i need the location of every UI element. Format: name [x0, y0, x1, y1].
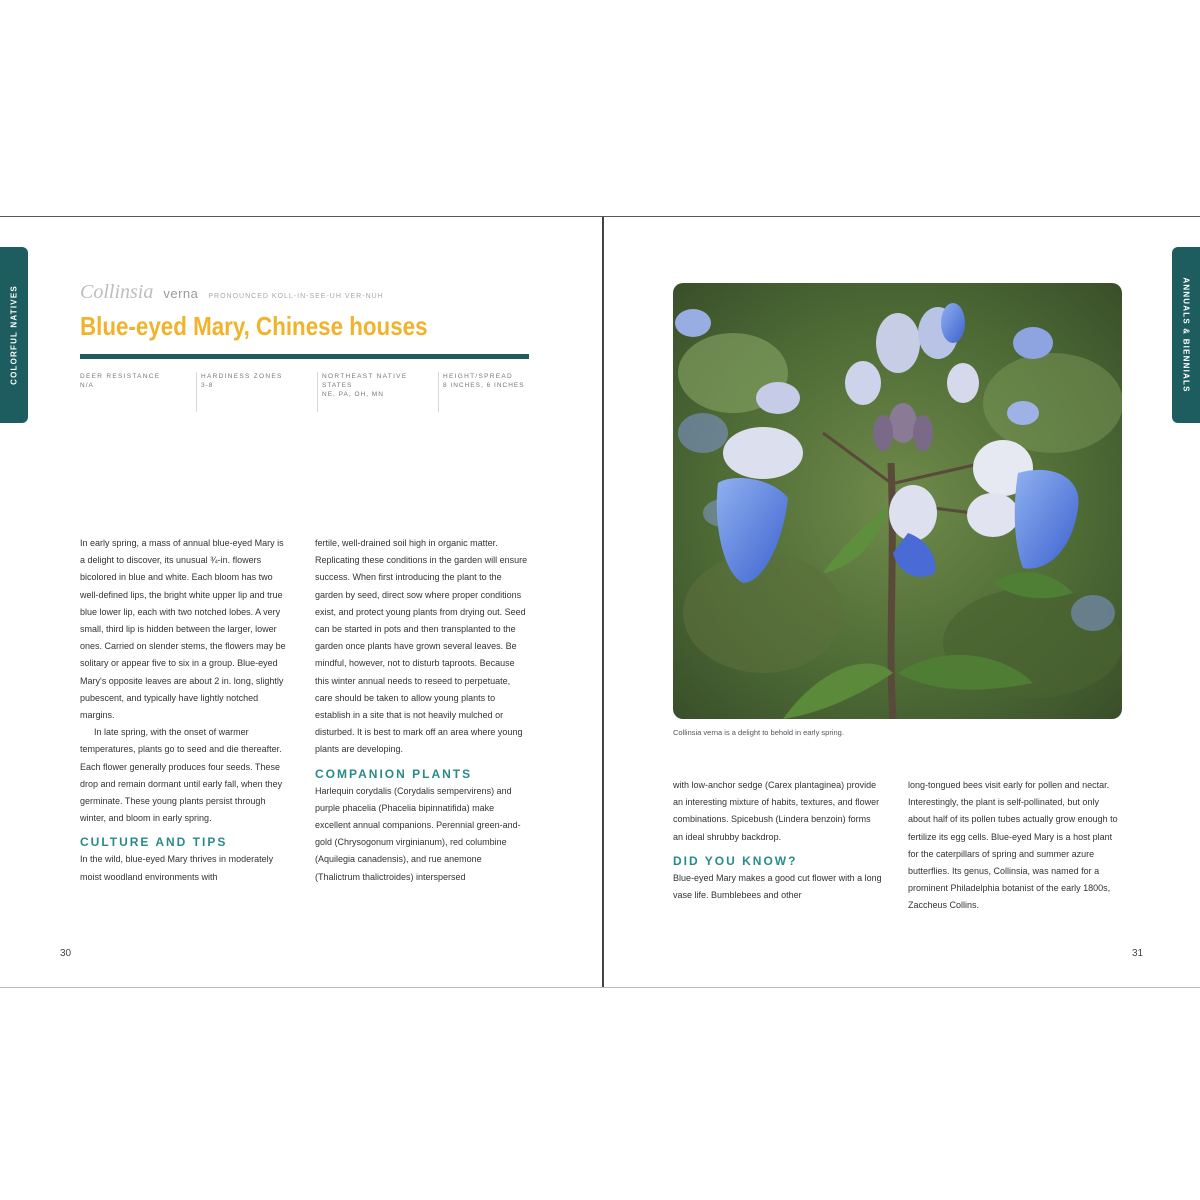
flower-photo [673, 283, 1122, 719]
genus-name: Collinsia [80, 281, 154, 303]
culture-heading: CULTURE AND TIPS [80, 835, 228, 850]
companion-heading: COMPANION PLANTS [315, 766, 473, 781]
body-paragraph: In late spring, with the onset of warmer temperatures, plants go to seed and die thereafter. Each flower generally produces four seeds. These drop and remain dormant until early fall, when they germinate. These young plants persist through winter, and bloom in early spring. [80, 727, 283, 824]
body-paragraph: with low-anchor sedge (Carex plantaginea) provide an interesting mixture of habits, textures, and flower combinations. Spicebush (Lindera benzoin) forms an ideal shrubby backdrop. [673, 780, 880, 842]
fact-value-2: NE, PA, OH, MN [322, 391, 384, 398]
section-tab-left-label: COLORFUL NATIVES [9, 285, 19, 385]
text-column-3 [673, 777, 883, 904]
text-column-1 [80, 535, 290, 886]
fact-value: N/A [80, 382, 94, 389]
photo-caption: Collinsia verna is a delight to behold in early spring. [673, 728, 844, 737]
title-rule [80, 354, 529, 359]
body-paragraph: In early spring, a mass of annual blue-eyed Mary is a delight to discover, its unusual ¾-in. flowers bicolored in blue and white. Each bloom has two well-defined lips, the bright white upper lip and true blue lower lip, each with two notched lobes. A very small, third lip is hidden between the larger, lower ones. Carried on slender stems, the flowers may be solitary or appear five to six in a group. Blue-eyed Mary's opposite leaves are about 2 in. long, slightly pubescent, and typically have lightly notched margins. [80, 538, 286, 721]
page-number-left: 30 [60, 948, 72, 959]
common-name-title: Blue-eyed Mary, Chinese houses [80, 311, 428, 341]
book-spread [0, 216, 1200, 988]
fact-value: 8 INCHES, 6 INCHES [443, 382, 525, 389]
species-name: verna [163, 286, 199, 301]
fact-label: HARDINESS ZONES [201, 373, 283, 380]
body-paragraph: In the wild, blue-eyed Mary thrives in moderately moist woodland environments with [80, 854, 274, 882]
pronunciation: PRONOUNCED KOLL-IN-SEE-UH VER-NUH [208, 293, 384, 300]
gutter [602, 217, 604, 987]
body-paragraph: long-tongued bees visit early for pollen and nectar. Interestingly, the plant is self-pollinated, but only about half of its pollen tubes actually grow enough to fertilize its egg cells. Blue-eyed Mary is a host plant for the caterpillars of spring and summer azure butterflies. Its genus, Collinsia, was named for a prominent Philadelphia botanist of the early 1800s, Zaccheus Collins. [908, 780, 1118, 911]
plant-facts [80, 372, 563, 412]
body-paragraph: Blue-eyed Mary makes a good cut flower with a long vase life. Bumblebees and other [673, 872, 882, 901]
botanical-name [80, 281, 384, 304]
fact-native-states [322, 372, 439, 412]
body-paragraph: fertile, well-drained soil high in organic matter. Replicating these conditions in the garden will ensure success. When first introducing the plant to the garden by seed, direct sow where proper conditions exist, and protect young plants from drying out. Seed can be started in pots and then transplanted to the garden once plants have grown several leaves. Be mindful, however, not to disturb taproots. Because this winter annual needs to reseed to perpetuate, care should be taken to allow young plants to establish in a site that is not heavily mulched or disturbed. It is best to mark off an area where young plants are developing. [315, 538, 528, 755]
body-paragraph: Harlequin corydalis (Corydalis sempervirens) and purple phacelia (Phacelia bipinnatifida) make excellent annual companions. Perennial green-and-gold (Chrysogonum virginianum), red columbine (Aquilegia canadensis), and rue anemone (Thalictrum thalictroides) interspersed [315, 785, 521, 882]
fact-label: HEIGHT/SPREAD [443, 373, 513, 380]
fact-height-spread [443, 372, 559, 412]
page-number-right: 31 [1132, 948, 1144, 959]
fact-label: NORTHEAST NATIVE [322, 373, 408, 380]
section-tab-right [1172, 247, 1200, 423]
text-column-4 [908, 777, 1122, 915]
section-tab-left [0, 247, 28, 423]
fact-value: STATES [322, 382, 353, 389]
fact-deer-resistance [80, 372, 197, 412]
fact-value: 3-8 [201, 382, 214, 389]
section-tab-right-label: ANNUALS & BIENNIALS [1181, 277, 1191, 393]
fact-hardiness-zones [201, 372, 318, 412]
text-column-2 [315, 535, 529, 886]
fact-label: DEER RESISTANCE [80, 373, 161, 380]
did-you-know-heading: DID YOU KNOW? [673, 853, 798, 868]
